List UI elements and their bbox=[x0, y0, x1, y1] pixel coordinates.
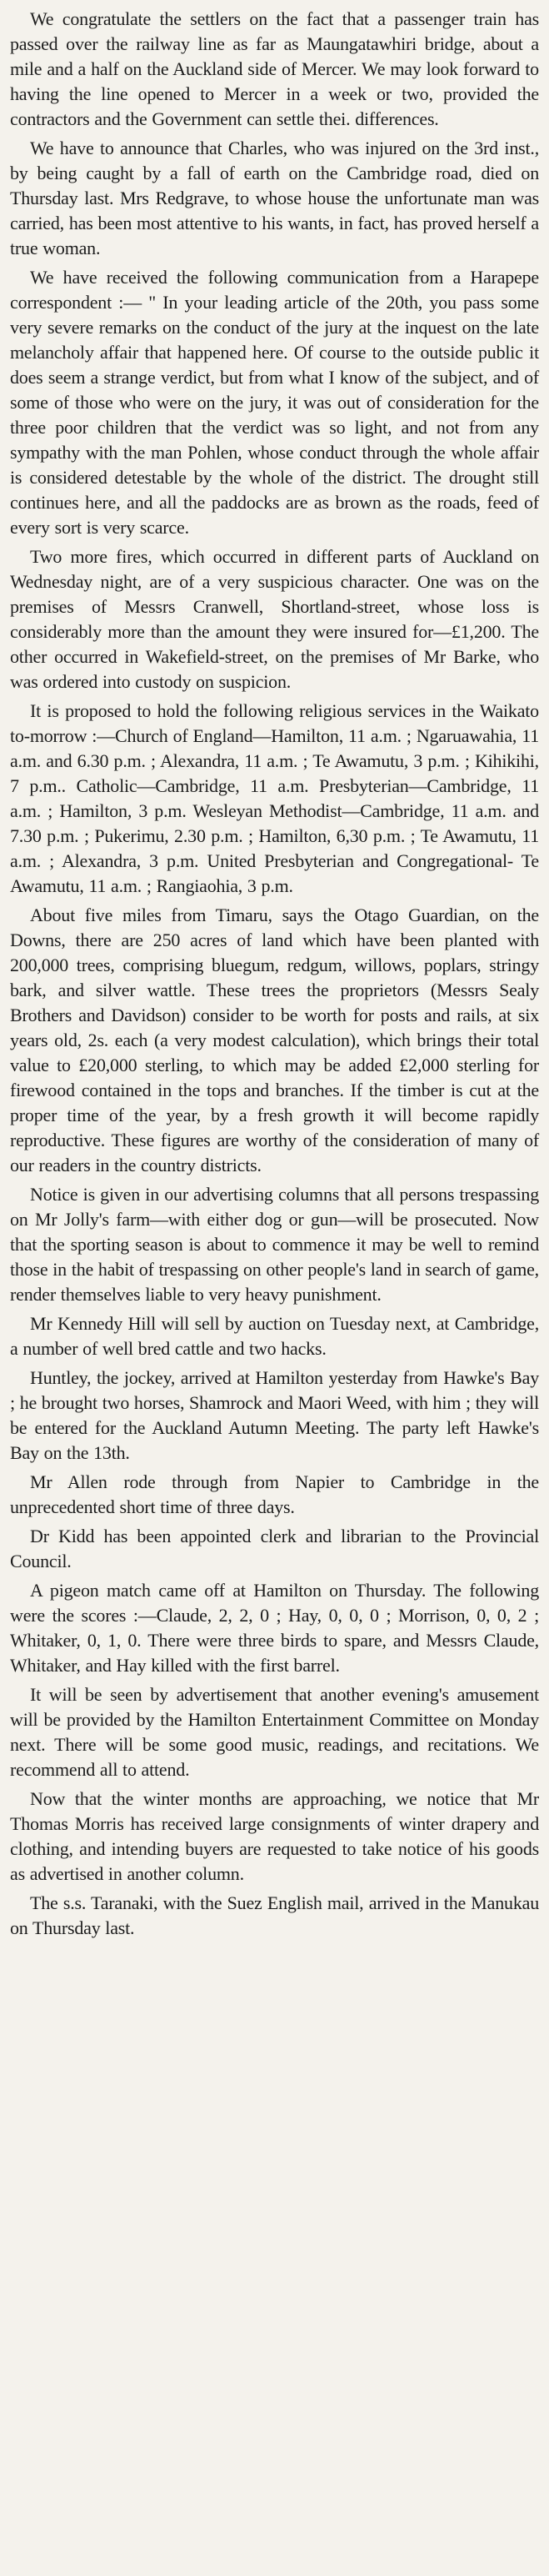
paragraph-religious-services: It is proposed to hold the following religious services in the Waikato to-morrow :—Church of England—Hamilton, 11 a.m. ; Ngaruawahia, 11 a.m. and 6.30 p.m. ; Alexandra, 11 a.m. ; Te Awamutu, 3 p.m. ; Kihikihi, 7 p.m.. Catholic—Cambridge, 11 a.m. Presbyterian—Cambridge, 11 a.m. ; Hamilton, 3 p.m. Wesleyan Methodist—Cambridge, 11 a.m. and 7.30 p.m. ; Pukerimu, 2.30 p.m. ; Hamilton, 6,30 p.m. ; Te Awamutu, 11 a.m. ; Alexandra, 3 p.m. United Presbyterian and Congregational- Te Awamutu, 11 a.m. ; Rangiaohia, 3 p.m. bbox=[10, 700, 539, 896]
paragraph-huntley-jockey: Huntley, the jockey, arrived at Hamilton yesterday from Hawke's Bay ; he brought two horses, Shamrock and Maori Weed, with him ; they will be entered for the Auckland Autumn Meeting. The party left Hawke's Bay on the 13th. bbox=[10, 1367, 539, 1463]
paragraph-dr-kidd: Dr Kidd has been appointed clerk and librarian to the Provincial Council. bbox=[10, 1526, 539, 1571]
paragraph-allen-ride: Mr Allen rode through from Napier to Cambridge in the unprecedented short time of three days. bbox=[10, 1471, 539, 1517]
paragraph-charles-death: We have to announce that Charles, who was injured on the 3rd inst., by being caught by a fall of earth on the Cambridge road, died on Thursday last. Mrs Redgrave, to whose house the unfortunate man was carried, has been most attentive to his wants, in fact, has proved herself a true woman. bbox=[10, 138, 539, 258]
paragraph-taranaki-mail: The s.s. Taranaki, with the Suez English mail, arrived in the Manukau on Thursday last. bbox=[10, 1892, 539, 1938]
paragraph-trespass-notice: Notice is given in our advertising columns that all persons trespassing on Mr Jolly's farm—with either dog or gun—will be prosecuted. Now that the sporting season is about to commence it may be well to remind those in the habit of trespassing on other people's land in search of game, render themselves liable to very heavy punishment. bbox=[10, 1184, 539, 1305]
paragraph-auction: Mr Kennedy Hill will sell by auction on Tuesday next, at Cambridge, a number of well bred cattle and two hacks. bbox=[10, 1313, 539, 1359]
paragraph-railway-mercer: We congratulate the settlers on the fact that a passenger train has passed over the railway line as far as Maungatawhiri bridge, about a mile and a half on the Auckland side of Mercer. We may look forward to having the line opened to Mercer in a week or two, provided the contractors and the Government can settle thei. differences. bbox=[10, 8, 539, 129]
paragraph-harapepe-correspondent: We have received the following communication from a Harapepe correspondent :— " In your leading article of the 20th, you pass some very severe remarks on the conduct of the jury at the inquest on the late melancholy affair that happened here. Of course to the outside public it does seem a strange verdict, but from what I know of the subject, and of some of those who were on the jury, it was out of consideration for the three poor children that the verdict was so light, and not from any sympathy with the man Pohlen, whose conduct through the whole affair is considered detestable by the whole of the district. The drought still continues here, and all the paddocks are as brown as the roads, feed of every sort is very scarce. bbox=[10, 267, 539, 538]
paragraph-auckland-fires: Two more fires, which occurred in different parts of Auckland on Wednesday night, are of a very suspicious character. One was on the premises of Messrs Cranwell, Shortland-street, whose loss is considerably more than the amount they were insured for—£1,200. The other occurred in Wakefield-street, on the premises of Mr Barke, who was ordered into custody on suspicion. bbox=[10, 546, 539, 692]
paragraph-timaru-trees: About five miles from Timaru, says the Otago Guardian, on the Downs, there are 250 acres of land which have been planted with 200,000 trees, comprising bluegum, redgum, willows, poplars, stringy bark, and silver wattle. These trees the proprietors (Messrs Sealy Brothers and Davidson) consider to be worth for posts and rails, at six years old, 2s. each (a very modest calculation), which brings their total value to £20,000 sterling, to which may be added £2,000 sterling for firewood contained in the tops and branches. If the timber is cut at the proper time of the year, by a fresh growth it will become rapidly reproductive. These figures are worthy of the consideration of many of our readers in the country districts. bbox=[10, 905, 539, 1175]
paragraph-morris-drapery: Now that the winter months are approaching, we notice that Mr Thomas Morris has received large consignments of winter drapery and clothing, and intending buyers are requested to take notice of his goods as advertised in another column. bbox=[10, 1788, 539, 1884]
paragraph-entertainment: It will be seen by advertisement that another evening's amusement will be provided by the Hamilton Entertainment Committee on Monday next. There will be some good music, readings, and recitations. We recommend all to attend. bbox=[10, 1684, 539, 1780]
paragraph-pigeon-match: A pigeon match came off at Hamilton on Thursday. The following were the scores :—Claude, 2, 2, 0 ; Hay, 0, 0, 0 ; Morrison, 0, 0, 2 ; Whitaker, 0, 1, 0. There were three birds to spare, and Messrs Claude, Whitaker, and Hay killed with the first barrel. bbox=[10, 1580, 539, 1676]
